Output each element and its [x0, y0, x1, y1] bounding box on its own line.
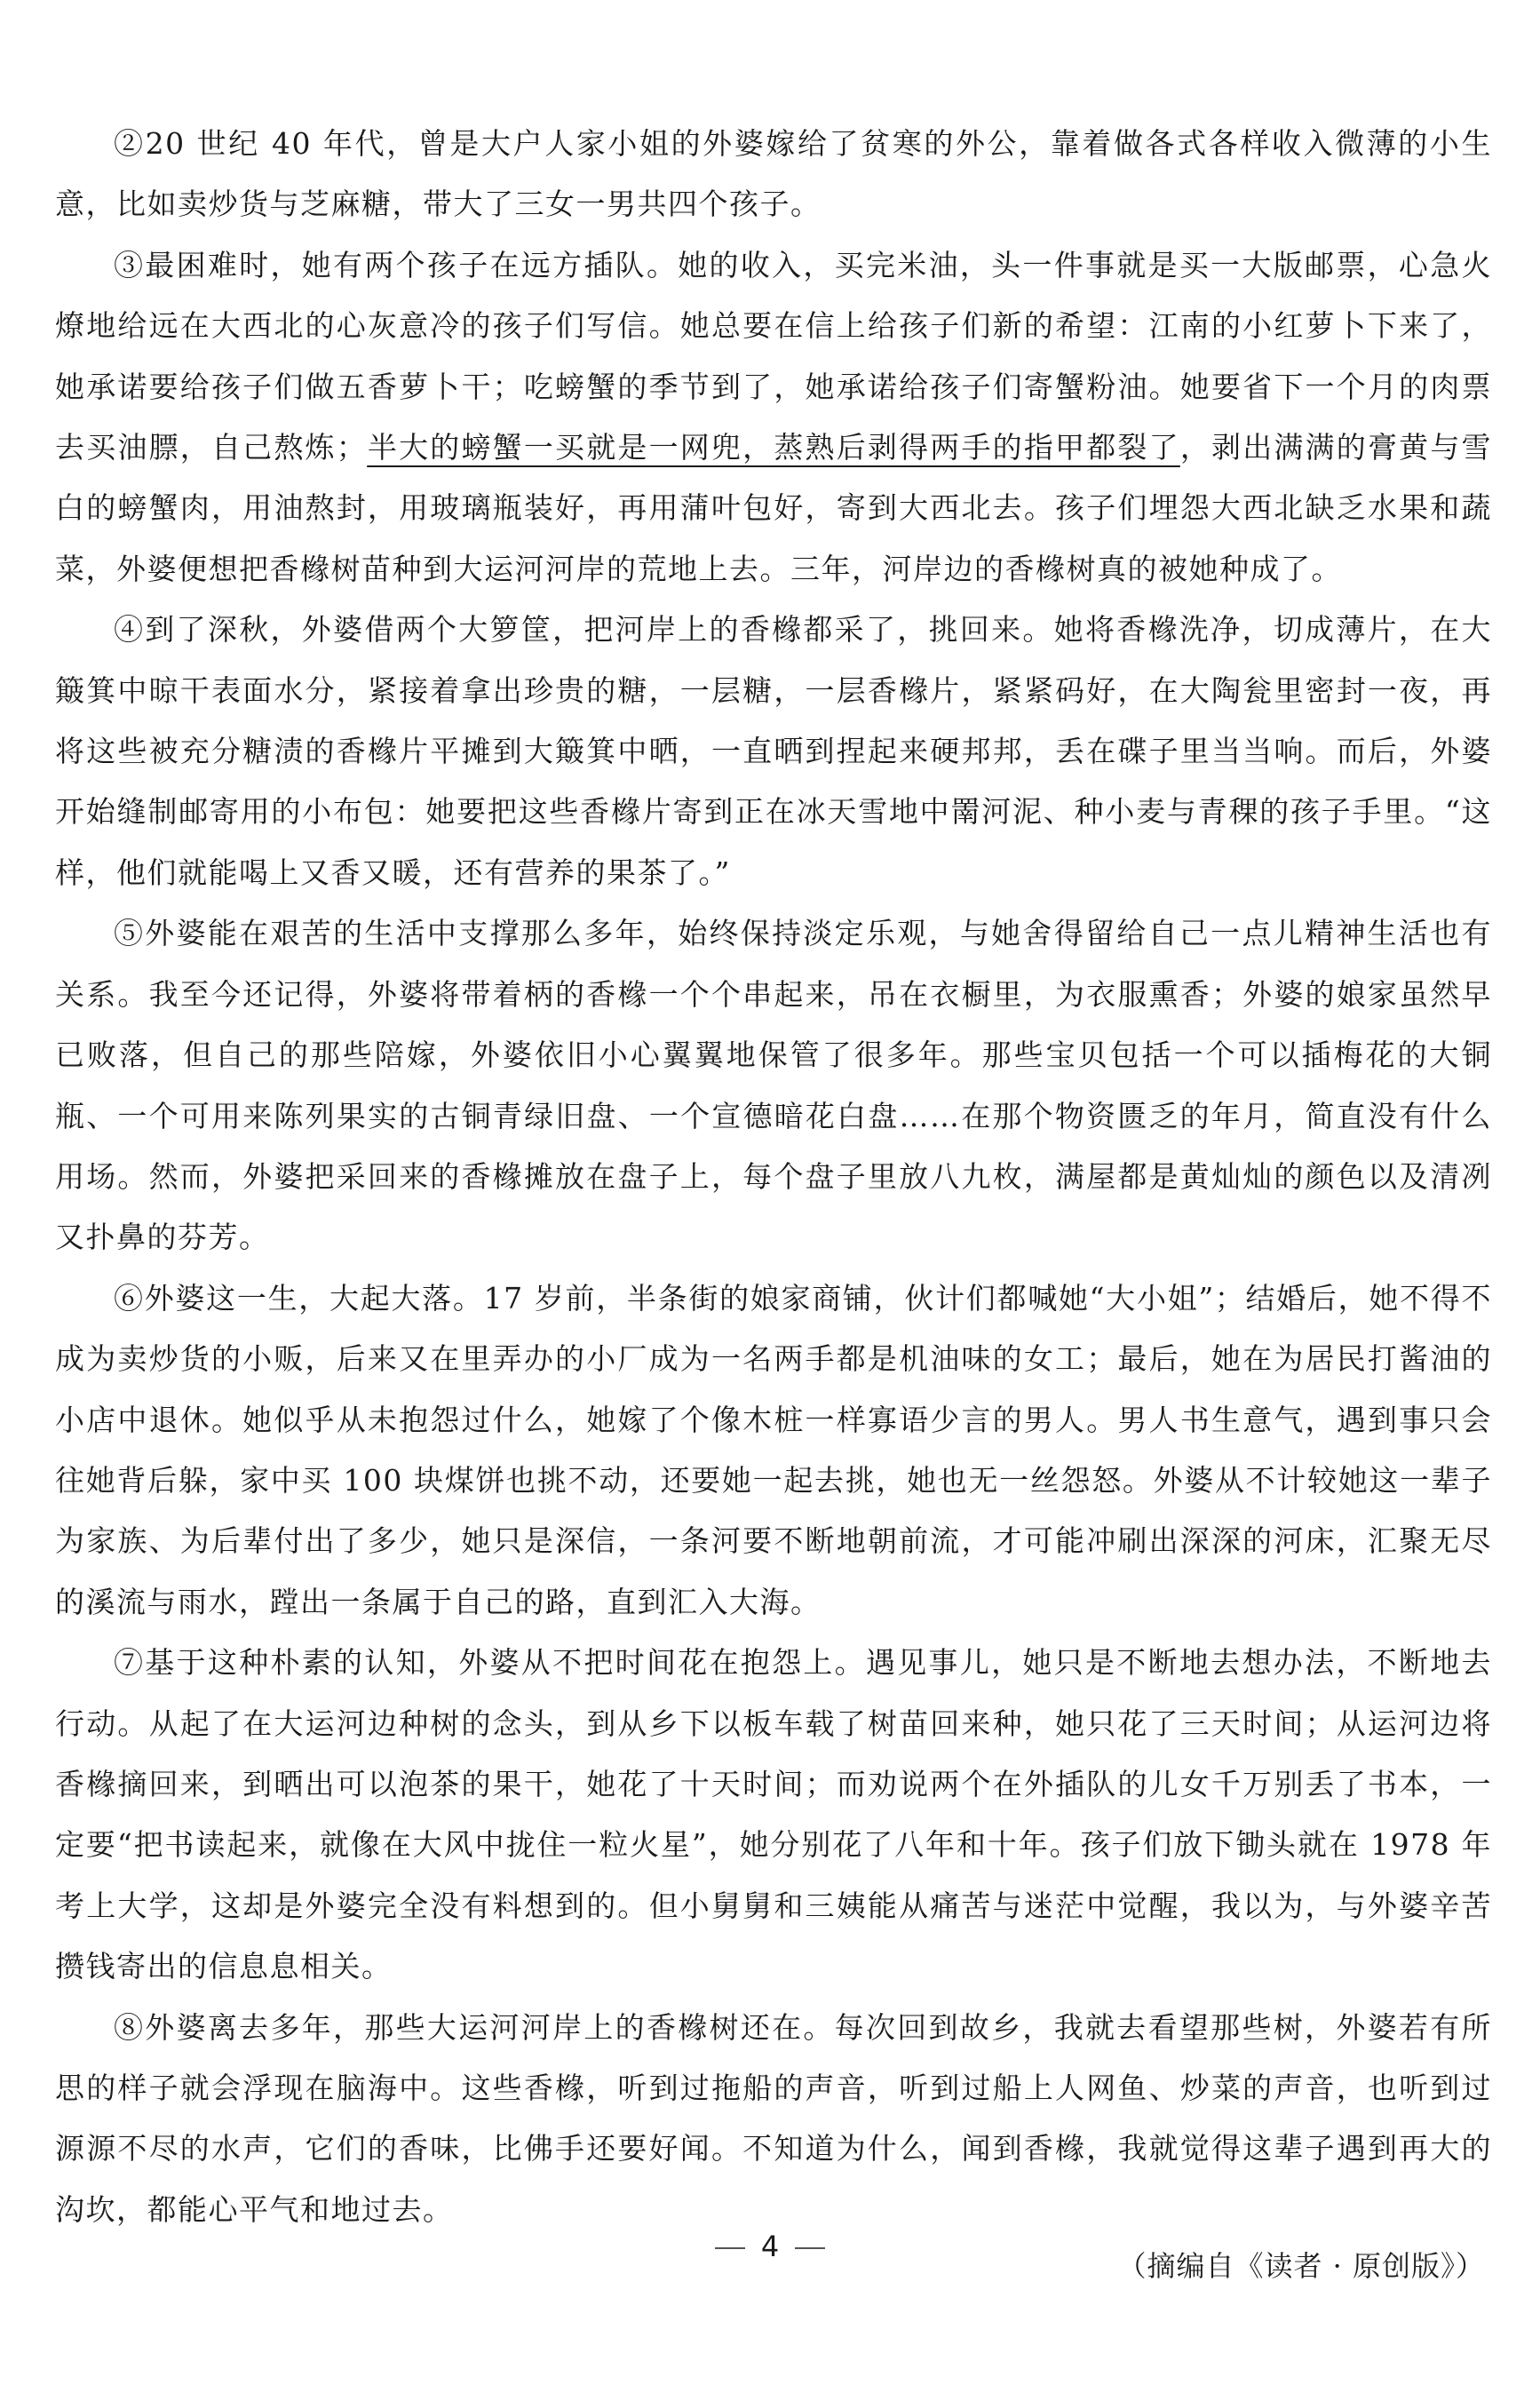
paragraph-8: ⑧外婆离去多年，那些大运河河岸上的香橼树还在。每次回到故乡，我就去看望那些树，外婆若有所思的样子就会浮现在脑海中。这些香橼，听到过拖船的声音，听到过船上人网鱼、炒菜的声音，也听到过源源不尽的水声，它们的香味，比佛手还要好闻。不知道为什么，闻到香橼，我就觉得这辈子遇到再大的沟坎，都能心平气和地过去。: [55, 2009, 1492, 2227]
page-number: 4: [760, 2230, 780, 2263]
footer-dash-right: [795, 2247, 825, 2249]
paragraph-3-part-a: ③最困难时，她有两个孩子在远方插队。她的收入，买完米油，头一件事就是买一大版邮票，心急火燎地给远在大西北的心灰意冷的孩子们写信。她总要在信上给孩子们新的希望：江南的小红萝卜下来了，她承诺要给孩子们做五香萝卜干；吃螃蟹的季节到了，她承诺给孩子们寄蟹粉油。她要省下一个月的肉票去买油膘，自己熬炼；: [55, 247, 1492, 465]
paragraph-2: ②20 世纪 40 年代，曾是大户人家小姐的外婆嫁给了贫寒的外公，靠着做各式各样收入微薄的小生意，比如卖炒货与芝麻糖，带大了三女一男共四个孩子。: [55, 126, 1492, 222]
footer-dash-left: [715, 2247, 745, 2249]
paragraph-7: ⑦基于这种朴素的认知，外婆从不把时间花在抱怨上。遇见事儿，她只是不断地去想办法，不断地去行动。从起了在大运河边种树的念头，到从乡下以板车载了树苗回来种，她只花了三天时间；从运河边将香橼摘回来，到晒出可以泡茶的果干，她花了十天时间；而劝说两个在外插队的儿女千万别丢了书本，一定要“把书读起来，就像在大风中拢住一粒火星”，她分别花了八年和十年。孩子们放下锄头就在 1978 年考上大学，这却是外婆完全没有料想到的。但小舅舅和三姨能从痛苦与迷茫中觉醒，我以为，与外婆辛苦攒钱寄出的信息息相关。: [55, 1645, 1492, 1984]
underlined-sentence: 半大的螃蟹一买就是一网兜，蒸熟后剥得两手的指甲都裂了: [367, 430, 1180, 465]
source-citation: （摘编自《读者 · 原创版》）: [1117, 2249, 1485, 2284]
paragraph-4: ④到了深秋，外婆借两个大箩筐，把河岸上的香橼都采了，挑回来。她将香橼洗净，切成薄片，在大簸箕中晾干表面水分，紧接着拿出珍贵的糖，一层糖，一层香橼片，紧紧码好，在大陶瓮里密封一夜，再将这些被充分糖渍的香橼片平摊到大簸箕中晒，一直晒到捏起来硬邦邦，丢在碟子里当当响。而后，外婆开始缝制邮寄用的小布包：她要把这些香橼片寄到正在冰天雪地中罱河泥、种小麦与青稞的孩子手里。“这样，他们就能喝上又香又暖，还有营养的果茶了。”: [55, 612, 1492, 890]
article-body: [55, 114, 1492, 2292]
paragraph-3: [55, 235, 1492, 600]
page-footer: [0, 2230, 1540, 2263]
paragraph-3-part-b: ，剥出满满的膏黄与雪白的螃蟹肉，用油熬封，用玻璃瓶装好，再用蒲叶包好，寄到大西北去。孩子们埋怨大西北缺乏水果和蔬菜，外婆便想把香橼树苗种到大运河河岸的荒地上去。三年，河岸边的香橼树真的被她种成了。: [55, 430, 1493, 586]
paragraph-5: ⑤外婆能在艰苦的生活中支撑那么多年，始终保持淡定乐观，与她舍得留给自己一点儿精神生活也有关系。我至今还记得，外婆将带着柄的香橼一个个串起来，吊在衣橱里，为衣服熏香；外婆的娘家虽然早已败落，但自己的那些陪嫁，外婆依旧小心翼翼地保管了很多年。那些宝贝包括一个可以插梅花的大铜瓶、一个可用来陈列果实的古铜青绿旧盘、一个宣德暗花白盘……在那个物资匮乏的年月，简直没有什么用场。然而，外婆把采回来的香橼摊放在盘子上，每个盘子里放八九枚，满屋都是黄灿灿的颜色以及清冽又扑鼻的芬芳。: [55, 916, 1492, 1255]
paragraph-6: ⑥外婆这一生，大起大落。17 岁前，半条街的娘家商铺，伙计们都喊她“大小姐”；结婚后，她不得不成为卖炒货的小贩，后来又在里弄办的小厂成为一名两手都是机油味的女工；最后，她在为居民打酱油的小店中退休。她似乎从未抱怨过什么，她嫁了个像木桩一样寡语少言的男人。男人书生意气，遇到事只会往她背后躲，家中买 100 块煤饼也挑不动，还要她一起去挑，她也无一丝怨怒。外婆从不计较她这一辈子为家族、为后辈付出了多少，她只是深信，一条河要不断地朝前流，才可能冲刷出深深的河床，汇聚无尽的溪流与雨水，蹚出一条属于自己的路，直到汇入大海。: [55, 1280, 1492, 1619]
